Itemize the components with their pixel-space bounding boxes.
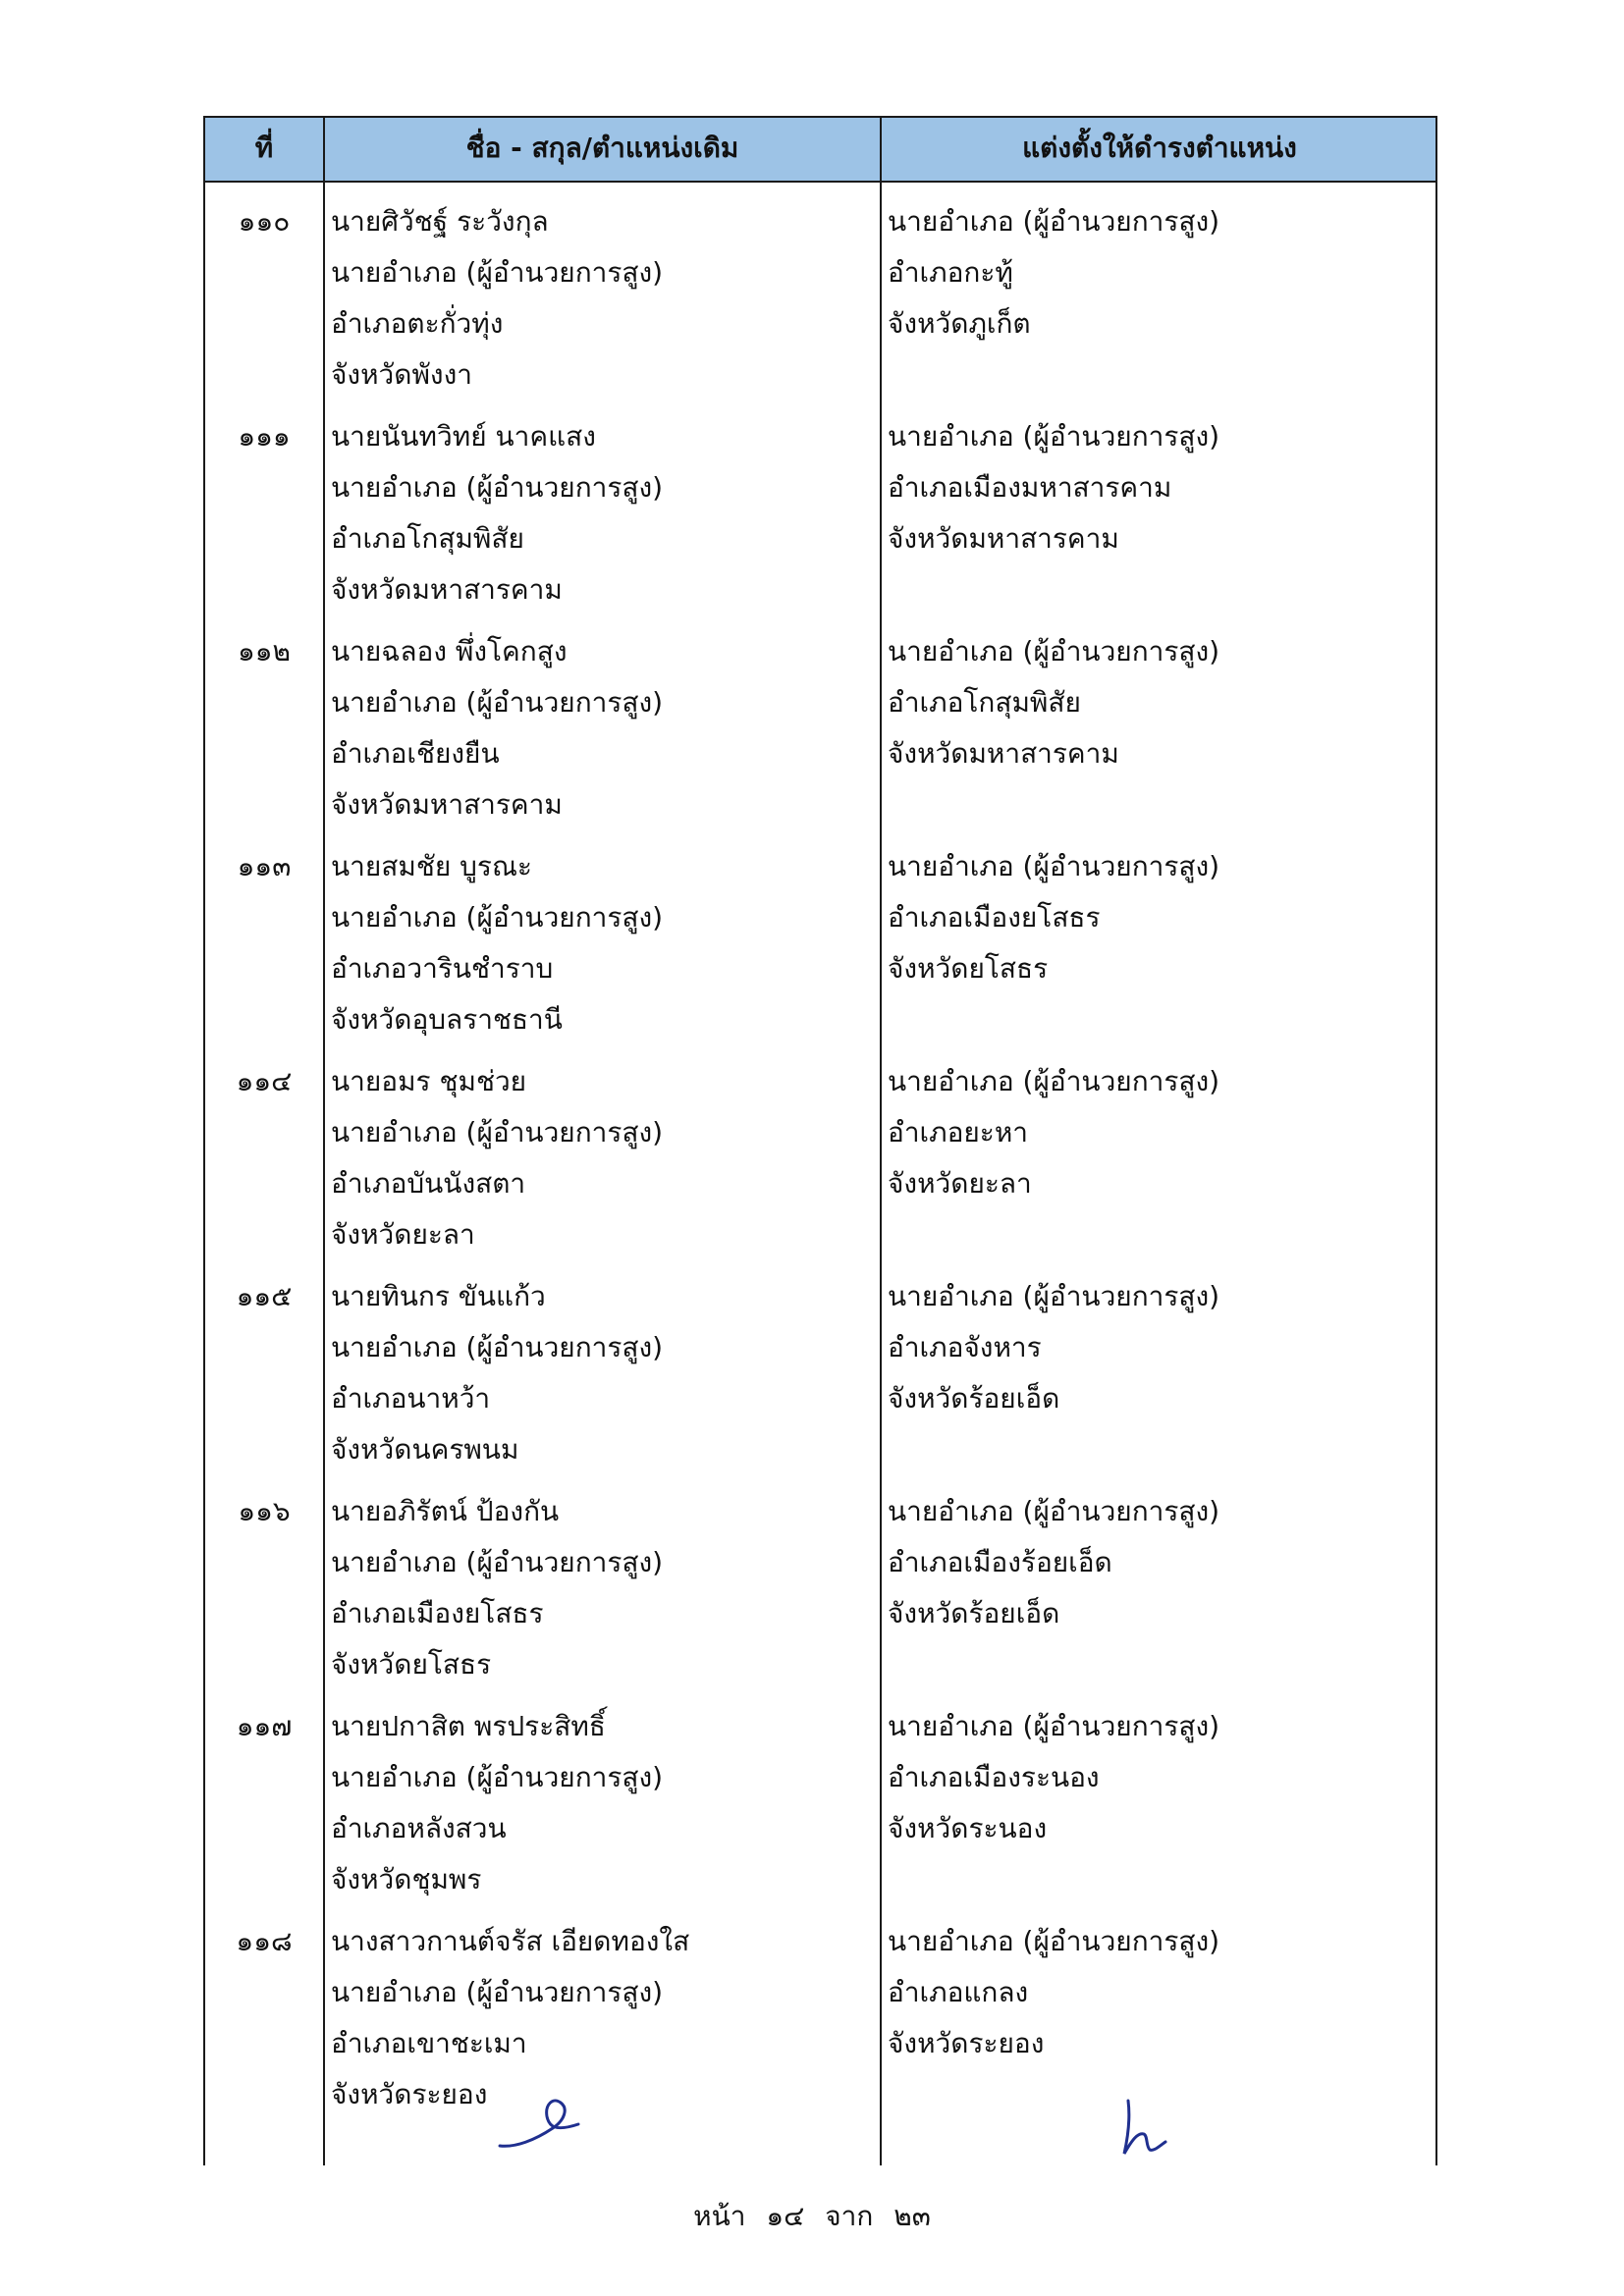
new-position-line: นายอำเภอ (ผู้อำนวยการสูง) [888,1495,1220,1527]
person-name: นายทินกร ขันแก้ว [331,1280,546,1312]
new-position-line: อำเภอจังหาร [888,1331,1042,1363]
old-position-line: นายอำเภอ (ผู้อำนวยการสูง) [331,1761,664,1793]
old-position-line: นายอำเภอ (ผู้อำนวยการสูง) [331,686,664,719]
old-position-line: อำเภอตะกั่วทุ่ง [331,307,504,340]
old-position-line: นายอำเภอ (ผู้อำนวยการสูง) [331,1331,664,1363]
new-position-line: อำเภอยะหา [888,1116,1029,1148]
new-position-line: นายอำเภอ (ผู้อำนวยการสูง) [888,1710,1220,1742]
old-position-cell [331,626,876,830]
new-position-line: นายอำเภอ (ผู้อำนวยการสูง) [888,635,1220,667]
old-position-line: อำเภอนาหว้า [331,1382,491,1415]
header-new-position: แต่งตั้งให้ดำรงตำแหน่ง [1022,132,1297,164]
new-position-line: อำเภอเมืองระนอง [888,1761,1100,1793]
new-position-cell [888,841,1433,994]
new-position-line: จังหวัดยโสธร [888,952,1049,985]
entry-number: ๑๑๗ [236,1710,293,1742]
old-position-line: อำเภอบันนังสตา [331,1167,526,1200]
new-position-line: จังหวัดร้อยเอ็ด [888,1382,1060,1415]
new-position-line: จังหวัดยะลา [888,1167,1032,1200]
new-position-cell [888,1486,1433,1639]
new-position-line: อำเภอแกลง [888,1976,1029,2008]
new-position-cell [888,626,1433,779]
entry-number: ๑๑๑ [238,420,291,453]
person-name: นายอภิรัตน์ ป้องกัน [331,1495,560,1527]
table-row [205,1687,1435,1902]
person-name: นายสมชัย บูรณะ [331,850,532,882]
old-position-line: อำเภอเมืองยโสธร [331,1597,544,1629]
old-position-line: จังหวัดมหาสารคาม [331,788,563,821]
new-position-line: จังหวัดระนอง [888,1812,1048,1844]
old-position-cell [331,196,876,400]
table-row [205,1472,1435,1687]
old-position-cell [331,1271,876,1475]
old-position-line: นายอำเภอ (ผู้อำนวยการสูง) [331,1976,664,2008]
old-position-line: นายอำเภอ (ผู้อำนวยการสูง) [331,1116,664,1148]
table-row [205,1257,1435,1472]
new-position-line: นายอำเภอ (ผู้อำนวยการสูง) [888,1065,1220,1097]
new-position-line: นายอำเภอ (ผู้อำนวยการสูง) [888,1280,1220,1312]
old-position-line: จังหวัดนครพนม [331,1433,519,1466]
old-position-line: อำเภอเชียงยืน [331,737,500,770]
old-position-line: อำเภอวารินชำราบ [331,952,554,985]
new-position-line: อำเภอเมืองมหาสารคาม [888,471,1172,504]
table-row [205,1042,1435,1257]
table-row [205,398,1435,613]
old-position-line: นายอำเภอ (ผู้อำนวยการสูง) [331,256,664,289]
new-position-cell [888,1701,1433,1854]
old-position-line: จังหวัดชุมพร [331,1863,482,1896]
new-position-cell [888,1056,1433,1209]
old-position-cell [331,1486,876,1690]
old-position-line: นายอำเภอ (ผู้อำนวยการสูง) [331,901,664,934]
entry-number: ๑๑๘ [236,1925,293,1957]
person-name: นายอมร ชุมช่วย [331,1065,527,1097]
person-name: นางสาวกานต์จรัส เอียดทองใส [331,1925,690,1957]
header-old-position: ชื่อ - สกุล/ตำแหน่งเดิม [465,132,739,164]
entry-number: ๑๑๓ [237,850,292,882]
signature-mark-right [1114,2093,1173,2162]
new-position-line: จังหวัดภูเก็ต [888,307,1031,340]
person-name: นายนันทวิทย์ นาคแสง [331,420,596,453]
entry-number: ๑๑๕ [236,1280,293,1312]
table-row [205,613,1435,828]
new-position-cell [888,411,1433,564]
old-position-cell [331,841,876,1045]
entry-number: ๑๑๐ [238,205,291,238]
new-position-cell [888,196,1433,349]
new-position-line: อำเภอกะทู้ [888,256,1013,289]
old-position-cell [331,1916,876,2120]
new-position-line: จังหวัดมหาสารคาม [888,522,1119,555]
entry-number: ๑๑๖ [238,1495,291,1527]
person-name: นายปกาสิต พรประสิทธิ์ [331,1710,606,1742]
old-position-line: อำเภอเขาชะเมา [331,2027,527,2059]
signature-mark-left [496,2089,584,2158]
footer-page-label: หน้า [693,2200,746,2232]
entry-number: ๑๑๔ [236,1065,293,1097]
footer-total-pages: ๒๓ [893,2200,931,2232]
old-position-line: จังหวัดพังงา [331,358,472,391]
table-row [205,828,1435,1042]
footer-page-number: ๑๔ [766,2200,805,2232]
old-position-cell [331,1701,876,1905]
new-position-line: อำเภอเมืองร้อยเอ็ด [888,1546,1112,1578]
new-position-line: นายอำเภอ (ผู้อำนวยการสูง) [888,205,1220,238]
old-position-line: จังหวัดยะลา [331,1218,475,1251]
table-header-row [205,118,1435,183]
appointment-table [203,116,1437,2165]
old-position-line: จังหวัดระยอง [331,2078,488,2110]
new-position-line: จังหวัดระยอง [888,2027,1045,2059]
old-position-line: อำเภอโกสุมพิสัย [331,522,524,555]
new-position-line: อำเภอเมืองยโสธร [888,901,1101,934]
old-position-line: นายอำเภอ (ผู้อำนวยการสูง) [331,1546,664,1578]
footer-of-label: จาก [825,2200,874,2232]
new-position-line: นายอำเภอ (ผู้อำนวยการสูง) [888,850,1220,882]
table-body [205,183,1435,2117]
person-name: นายฉลอง พึ่งโคกสูง [331,635,568,667]
new-position-cell [888,1271,1433,1424]
person-name: นายศิวัชฐ์ ระวังกุล [331,205,549,238]
new-position-line: จังหวัดมหาสารคาม [888,737,1119,770]
new-position-cell [888,1916,1433,2069]
new-position-line: นายอำเภอ (ผู้อำนวยการสูง) [888,420,1220,453]
old-position-cell [331,1056,876,1260]
old-position-line: จังหวัดยโสธร [331,1648,492,1681]
entry-number: ๑๑๒ [237,635,291,667]
old-position-line: นายอำเภอ (ผู้อำนวยการสูง) [331,471,664,504]
table-row [205,1902,1435,2117]
old-position-line: จังหวัดอุบลราชธานี [331,1003,563,1036]
new-position-line: นายอำเภอ (ผู้อำนวยการสูง) [888,1925,1220,1957]
old-position-line: จังหวัดมหาสารคาม [331,573,563,606]
old-position-line: อำเภอหลังสวน [331,1812,507,1844]
page-footer [0,2195,1624,2238]
header-number: ที่ [254,132,274,164]
new-position-line: อำเภอโกสุมพิสัย [888,686,1081,719]
old-position-cell [331,411,876,615]
table-row [205,183,1435,398]
new-position-line: จังหวัดร้อยเอ็ด [888,1597,1060,1629]
